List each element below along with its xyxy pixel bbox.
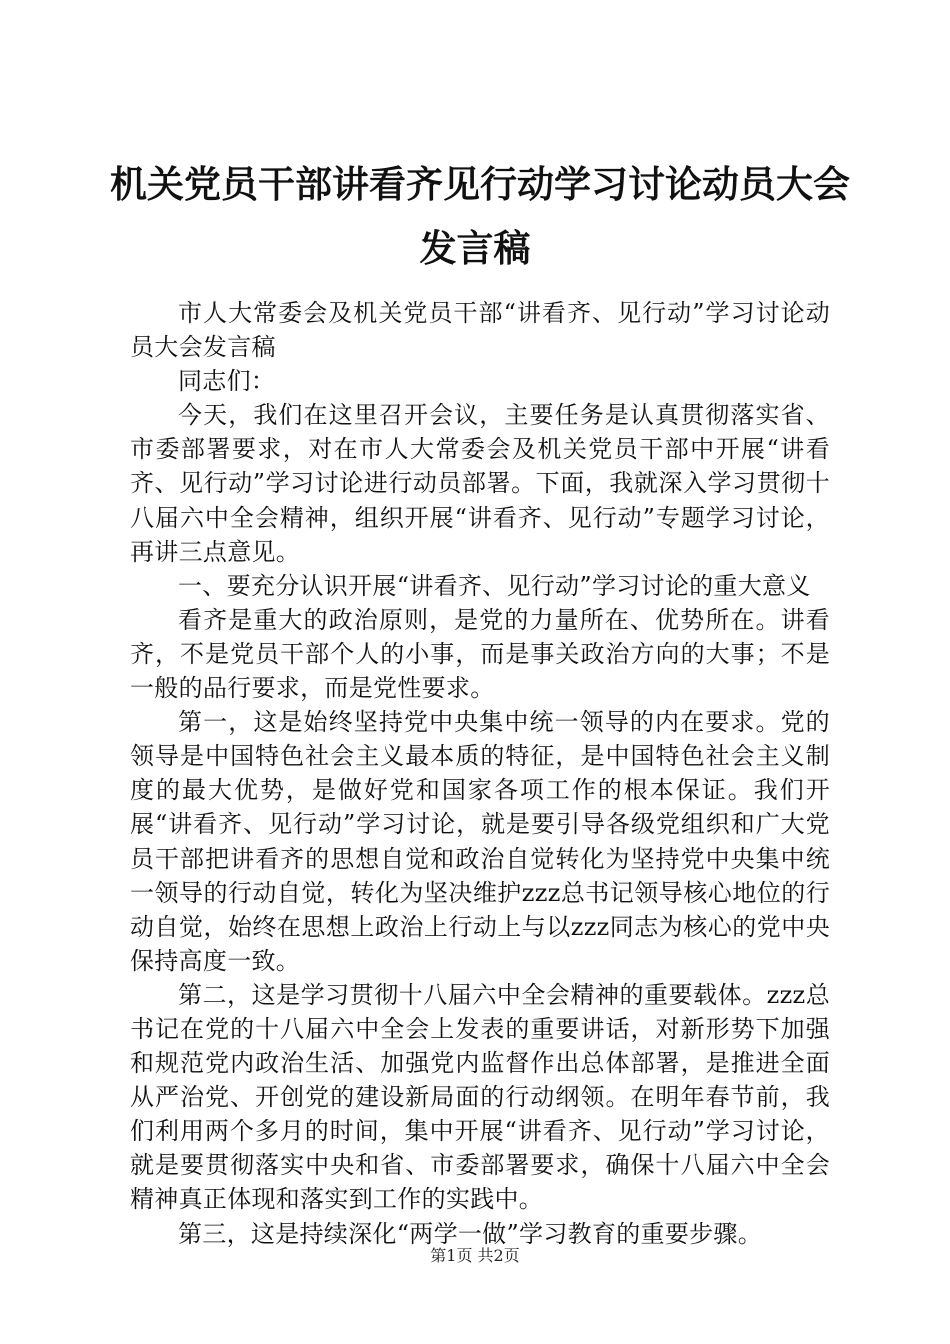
document-title-line-2: 发言稿 bbox=[419, 226, 531, 270]
page-number-footer: 第1页 共2页 bbox=[430, 1246, 520, 1265]
paragraph-alignment: 看齐是重大的政治原则，是党的力量所在、优势所在。讲看齐，不是党员干部个人的小事，而是事关政治方向的大事；不是一般的品行要求，而是党性要求。 bbox=[130, 605, 830, 703]
document-body bbox=[130, 296, 830, 1251]
paragraph-intro: 今天，我们在这里召开会议，主要任务是认真贯彻落实省、市委部署要求，对在市人大常委会及机关党员干部中开展“讲看齐、见行动”学习讨论进行动员部署。下面，我就深入学习贯彻十八届六中全会精神，组织开展“讲看齐、见行动”专题学习讨论，再讲三点意见。 bbox=[130, 401, 830, 566]
paragraph-point-one: 第一，这是始终坚持党中央集中统一领导的内在要求。党的领导是中国特色社会主义最本质的特征，是中国特色社会主义制度的最大优势，是做好党和国家各项工作的根本保证。我们开展“讲看齐、见行动”学习讨论，就是要引导各级党组织和广大党员干部把讲看齐的思想自觉和政治自觉转化为坚持党中央集中统一领导的行动自觉，转化为坚决维护zzz总书记领导核心地位的行动自觉，始终在思想上政治上行动上与以zzz同志为核心的党中央保持高度一致。 bbox=[130, 708, 830, 975]
section-heading-one: 一、要充分认识开展“讲看齐、见行动”学习讨论的重大意义 bbox=[178, 571, 811, 600]
paragraph-subtitle: 市人大常委会及机关党员干部“讲看齐、见行动”学习讨论动员大会发言稿 bbox=[130, 299, 830, 362]
paragraph-point-three: 第三，这是持续深化“两学一做”学习教育的重要步骤。 bbox=[178, 1219, 763, 1248]
paragraph-salutation: 同志们： bbox=[178, 367, 276, 396]
document-title-line-1: 机关党员干部讲看齐见行动学习讨论动员大会 bbox=[110, 162, 850, 206]
paragraph-point-two: 第二，这是学习贯彻十八届六中全会精神的重要载体。zzz总书记在党的十八届六中全会上发表的重要讲话，对新形势下加强和规范党内政治生活、加强党内监督作出总体部署，是推进全面从严治党、开创党的建设新局面的行动纲领。在明年春节前，我们利用两个多月的时间，集中开展“讲看齐、见行动”学习讨论，就是要贯彻落实中央和省、市委部署要求，确保十八届六中全会精神真正体现和落实到工作的实践中。 bbox=[130, 980, 830, 1214]
